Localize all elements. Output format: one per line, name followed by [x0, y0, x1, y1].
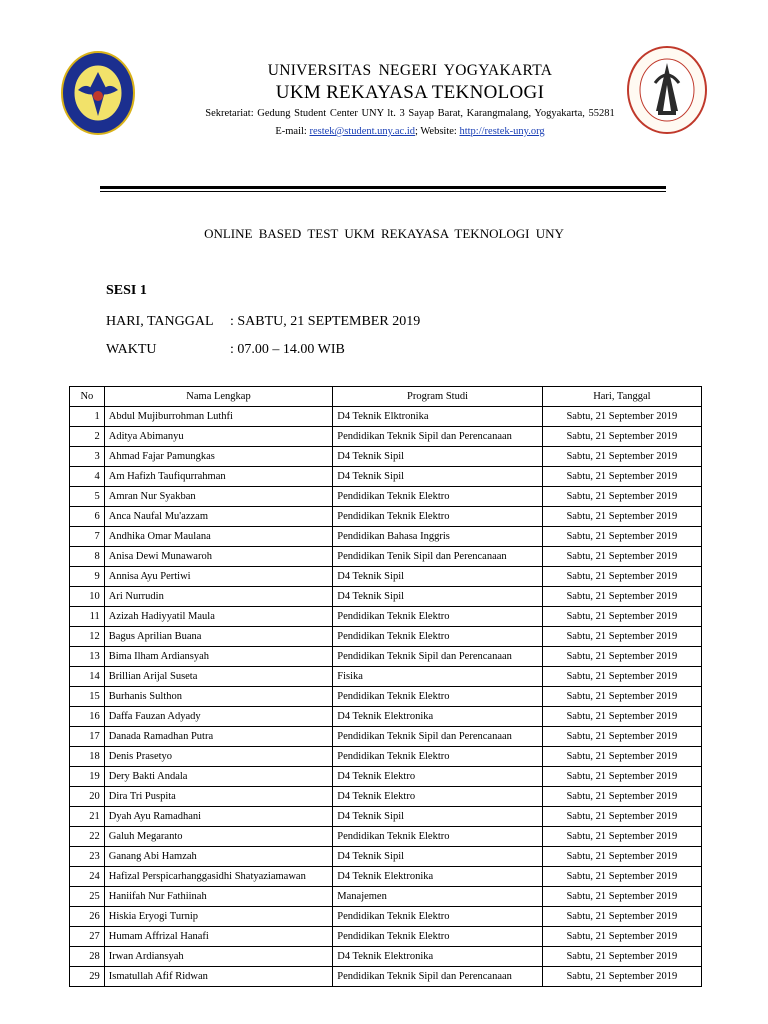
website-link[interactable]: http://restek-uny.org — [459, 126, 545, 137]
exam-date: Sabtu, 21 September 2019 — [542, 407, 701, 427]
participant-name: Annisa Ayu Pertiwi — [104, 567, 333, 587]
table-row — [70, 807, 702, 827]
study-program: Pendidikan Teknik Elektro — [333, 687, 542, 707]
row-number: 18 — [70, 747, 105, 767]
participant-name: Daffa Fauzan Adyady — [104, 707, 333, 727]
study-program: Pendidikan Teknik Elektro — [333, 927, 542, 947]
participant-name: Ganang Abi Hamzah — [104, 847, 333, 867]
participant-name: Abdul Mujiburrohman Luthfi — [104, 407, 333, 427]
exam-date: Sabtu, 21 September 2019 — [542, 547, 701, 567]
table-row — [70, 547, 702, 567]
exam-date: Sabtu, 21 September 2019 — [542, 627, 701, 647]
row-number: 9 — [70, 567, 105, 587]
study-program: D4 Teknik Sipil — [333, 467, 542, 487]
secretariat-address: Sekretariat: Gedung Student Center UNY lt. 3 Sayap Barat, Karangmalang, Yogyakarta, 55281 — [205, 108, 615, 119]
participant-name: Dira Tri Puspita — [104, 787, 333, 807]
study-program: Pendidikan Teknik Elektro — [333, 487, 542, 507]
participant-name: Anca Naufal Mu'azzam — [104, 507, 333, 527]
date-label: HARI, TANGGAL — [106, 314, 214, 329]
participant-name: Burhanis Sulthon — [104, 687, 333, 707]
study-program: D4 Teknik Sipil — [333, 567, 542, 587]
date-value: : SABTU, 21 SEPTEMBER 2019 — [230, 314, 421, 329]
row-number: 7 — [70, 527, 105, 547]
time-label: WAKTU — [106, 342, 157, 357]
contact-line — [150, 126, 670, 137]
exam-date: Sabtu, 21 September 2019 — [542, 927, 701, 947]
participant-name: Aditya Abimanyu — [104, 427, 333, 447]
study-program: D4 Teknik Elektronika — [333, 707, 542, 727]
table-row — [70, 787, 702, 807]
study-program: Manajemen — [333, 887, 542, 907]
study-program: Pendidikan Teknik Elektro — [333, 907, 542, 927]
table-row — [70, 827, 702, 847]
table-row — [70, 487, 702, 507]
table-row — [70, 647, 702, 667]
header-no: No — [70, 387, 105, 407]
exam-date: Sabtu, 21 September 2019 — [542, 847, 701, 867]
table-row — [70, 847, 702, 867]
uny-seal-logo — [60, 50, 136, 136]
study-program: Fisika — [333, 667, 542, 687]
row-number: 21 — [70, 807, 105, 827]
participant-name: Humam Affrizal Hanafi — [104, 927, 333, 947]
row-number: 27 — [70, 927, 105, 947]
university-name: UNIVERSITAS NEGERI YOGYAKARTA — [267, 62, 553, 79]
document-title: ONLINE BASED TEST UKM REKAYASA TEKNOLOGI UNY — [204, 226, 564, 241]
table-row — [70, 947, 702, 967]
exam-date: Sabtu, 21 September 2019 — [542, 967, 701, 987]
exam-date: Sabtu, 21 September 2019 — [542, 827, 701, 847]
study-program: D4 Teknik Elektronika — [333, 867, 542, 887]
row-number: 3 — [70, 447, 105, 467]
exam-date: Sabtu, 21 September 2019 — [542, 507, 701, 527]
participant-name: Ahmad Fajar Pamungkas — [104, 447, 333, 467]
row-number: 2 — [70, 427, 105, 447]
study-program: D4 Teknik Sipil — [333, 847, 542, 867]
exam-date: Sabtu, 21 September 2019 — [542, 527, 701, 547]
study-program: Pendidikan Tenik Sipil dan Perencanaan — [333, 547, 542, 567]
exam-date: Sabtu, 21 September 2019 — [542, 707, 701, 727]
table-row — [70, 527, 702, 547]
study-program: D4 Teknik Elektronika — [333, 947, 542, 967]
participant-name: Galuh Megaranto — [104, 827, 333, 847]
exam-date: Sabtu, 21 September 2019 — [542, 647, 701, 667]
participant-name: Bima Ilham Ardiansyah — [104, 647, 333, 667]
participant-name: Anisa Dewi Munawaroh — [104, 547, 333, 567]
exam-date: Sabtu, 21 September 2019 — [542, 567, 701, 587]
study-program: Pendidikan Teknik Sipil dan Perencanaan — [333, 727, 542, 747]
study-program: D4 Teknik Sipil — [333, 447, 542, 467]
participant-name: Bagus Aprilian Buana — [104, 627, 333, 647]
row-number: 6 — [70, 507, 105, 527]
exam-date: Sabtu, 21 September 2019 — [542, 727, 701, 747]
exam-date: Sabtu, 21 September 2019 — [542, 427, 701, 447]
participant-name: Brillian Arijal Suseta — [104, 667, 333, 687]
study-program: D4 Teknik Sipil — [333, 807, 542, 827]
participant-name: Azizah Hadiyyatil Maula — [104, 607, 333, 627]
table-row — [70, 887, 702, 907]
contact-separator: ; — [415, 126, 418, 137]
row-number: 14 — [70, 667, 105, 687]
header-divider-thin — [100, 191, 666, 192]
table-row — [70, 907, 702, 927]
header-full-name: Nama Lengkap — [104, 387, 333, 407]
exam-date: Sabtu, 21 September 2019 — [542, 607, 701, 627]
exam-date: Sabtu, 21 September 2019 — [542, 867, 701, 887]
participant-name: Haniifah Nur Fathiinah — [104, 887, 333, 907]
row-number: 5 — [70, 487, 105, 507]
row-number: 1 — [70, 407, 105, 427]
row-number: 22 — [70, 827, 105, 847]
participant-name: Andhika Omar Maulana — [104, 527, 333, 547]
table-row — [70, 687, 702, 707]
row-number: 8 — [70, 547, 105, 567]
row-number: 24 — [70, 867, 105, 887]
exam-date: Sabtu, 21 September 2019 — [542, 747, 701, 767]
study-program: Pendidikan Teknik Sipil dan Perencanaan — [333, 427, 542, 447]
row-number: 26 — [70, 907, 105, 927]
table-row — [70, 587, 702, 607]
exam-date: Sabtu, 21 September 2019 — [542, 587, 701, 607]
header-divider-thick — [100, 186, 666, 189]
study-program: Pendidikan Teknik Elektro — [333, 507, 542, 527]
header-day-date: Hari, Tanggal — [542, 387, 701, 407]
exam-date: Sabtu, 21 September 2019 — [542, 447, 701, 467]
study-program: Pendidikan Teknik Sipil dan Perencanaan — [333, 647, 542, 667]
participant-name: Hiskia Eryogi Turnip — [104, 907, 333, 927]
table-row — [70, 867, 702, 887]
table-row — [70, 627, 702, 647]
study-program: Pendidikan Bahasa Inggris — [333, 527, 542, 547]
study-program: Pendidikan Teknik Elektro — [333, 827, 542, 847]
table-row — [70, 767, 702, 787]
table-row — [70, 967, 702, 987]
study-program: Pendidikan Teknik Elektro — [333, 607, 542, 627]
header-study-program: Program Studi — [333, 387, 542, 407]
table-row — [70, 467, 702, 487]
exam-date: Sabtu, 21 September 2019 — [542, 467, 701, 487]
session-heading: SESI 1 — [106, 283, 147, 298]
exam-date: Sabtu, 21 September 2019 — [542, 907, 701, 927]
participant-name: Dery Bakti Andala — [104, 767, 333, 787]
row-number: 4 — [70, 467, 105, 487]
email-link[interactable]: restek@student.uny.ac.id — [309, 126, 415, 137]
row-number: 17 — [70, 727, 105, 747]
study-program: Pendidikan Teknik Sipil dan Perencanaan — [333, 967, 542, 987]
table-row — [70, 407, 702, 427]
study-program: D4 Teknik Elektro — [333, 767, 542, 787]
row-number: 12 — [70, 627, 105, 647]
study-program: Pendidikan Teknik Elektro — [333, 627, 542, 647]
table-row — [70, 567, 702, 587]
table-row — [70, 747, 702, 767]
table-header-row — [70, 387, 702, 407]
row-number: 29 — [70, 967, 105, 987]
participant-name: Am Hafizh Taufiqurrahman — [104, 467, 333, 487]
row-number: 19 — [70, 767, 105, 787]
participant-name: Dyah Ayu Ramadhani — [104, 807, 333, 827]
exam-date: Sabtu, 21 September 2019 — [542, 887, 701, 907]
row-number: 16 — [70, 707, 105, 727]
exam-date: Sabtu, 21 September 2019 — [542, 687, 701, 707]
row-number: 13 — [70, 647, 105, 667]
table-row — [70, 447, 702, 467]
exam-date: Sabtu, 21 September 2019 — [542, 767, 701, 787]
study-program: Pendidikan Teknik Elektro — [333, 747, 542, 767]
table-row — [70, 427, 702, 447]
email-label: E-mail: — [275, 126, 307, 137]
website-label: Website: — [420, 126, 457, 137]
row-number: 28 — [70, 947, 105, 967]
table-row — [70, 707, 702, 727]
study-program: D4 Teknik Elktronika — [333, 407, 542, 427]
row-number: 23 — [70, 847, 105, 867]
time-value: : 07.00 – 14.00 WIB — [230, 342, 345, 357]
organization-name: UKM REKAYASA TEKNOLOGI — [275, 82, 545, 103]
participant-name: Irwan Ardiansyah — [104, 947, 333, 967]
exam-date: Sabtu, 21 September 2019 — [542, 667, 701, 687]
row-number: 15 — [70, 687, 105, 707]
row-number: 25 — [70, 887, 105, 907]
participant-name: Ari Nurrudin — [104, 587, 333, 607]
exam-date: Sabtu, 21 September 2019 — [542, 487, 701, 507]
study-program: D4 Teknik Sipil — [333, 587, 542, 607]
exam-date: Sabtu, 21 September 2019 — [542, 807, 701, 827]
participant-name: Hafizal Perspicarhanggasidhi Shatyaziamawan — [104, 867, 333, 887]
exam-date: Sabtu, 21 September 2019 — [542, 947, 701, 967]
table-row — [70, 507, 702, 527]
row-number: 11 — [70, 607, 105, 627]
exam-date: Sabtu, 21 September 2019 — [542, 787, 701, 807]
row-number: 20 — [70, 787, 105, 807]
study-program: D4 Teknik Elektro — [333, 787, 542, 807]
participant-table — [69, 386, 702, 987]
participant-name: Amran Nur Syakban — [104, 487, 333, 507]
table-row — [70, 727, 702, 747]
table-row — [70, 667, 702, 687]
participant-name: Danada Ramadhan Putra — [104, 727, 333, 747]
participant-name: Ismatullah Afif Ridwan — [104, 967, 333, 987]
row-number: 10 — [70, 587, 105, 607]
participant-name: Denis Prasetyo — [104, 747, 333, 767]
table-row — [70, 607, 702, 627]
table-row — [70, 927, 702, 947]
